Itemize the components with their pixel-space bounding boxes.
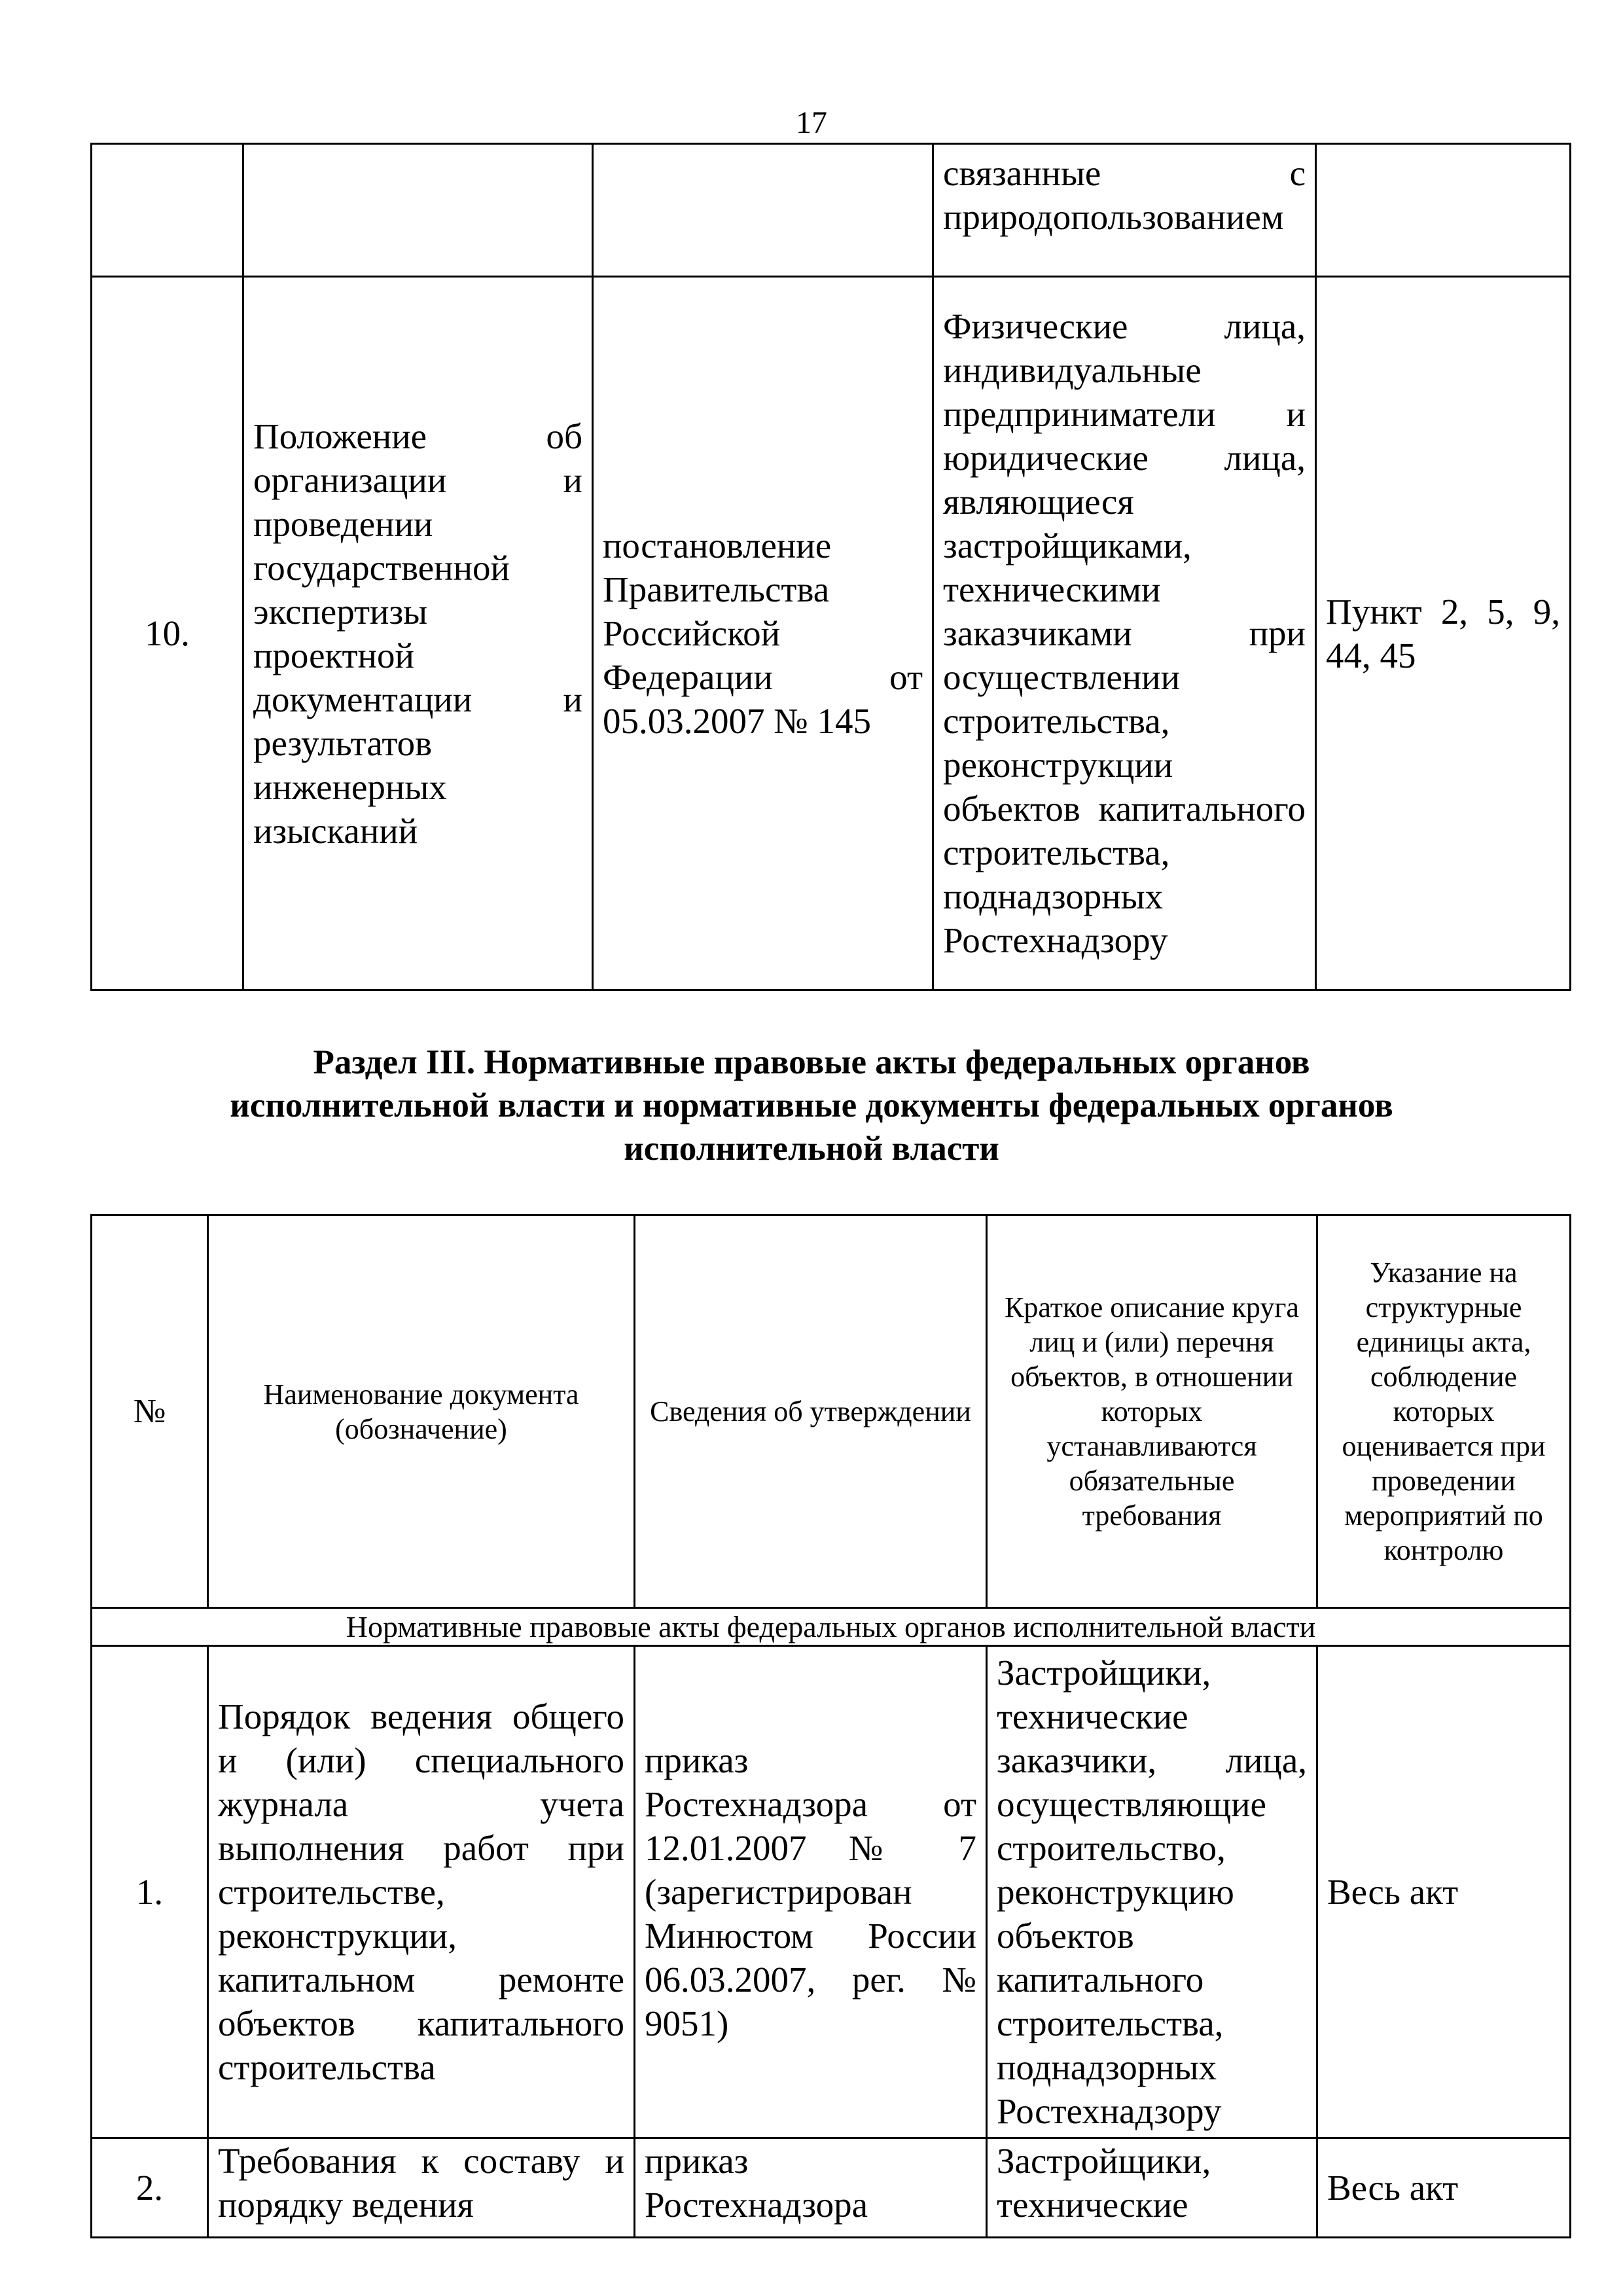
page-number: 17	[796, 105, 827, 140]
persons-description: Застройщики, технические заказчики, лица, осуществляющие строительство, реконструкцию объектов капитального строительства, поднадзорных Ростехнадзору	[987, 1646, 1317, 2138]
table-continuation	[90, 143, 1571, 991]
table-row	[92, 2138, 1571, 2238]
structural-units: Весь акт	[1317, 1646, 1571, 2138]
structural-units: Пункт 2, 5, 9, 44, 45	[1316, 277, 1571, 990]
table-header-row	[92, 1215, 1571, 1608]
document-name: Положение об организации и проведении государственной экспертизы проектной документации и результатов инженерных изысканий	[243, 277, 593, 990]
header-name: Наименование документа (обозначение)	[208, 1215, 635, 1608]
table-row	[92, 277, 1571, 990]
table-section-3	[90, 1214, 1571, 2238]
table-row	[92, 1646, 1571, 2138]
approval-info: приказ Ростехнадзора	[635, 2138, 987, 2238]
approval-info: постановление Правительства Российской Федерации от 05.03.2007 № 145	[593, 277, 933, 990]
table-cell	[92, 144, 243, 277]
header-num: №	[92, 1215, 208, 1608]
row-number: 10.	[92, 277, 243, 990]
header-approval: Сведения об утверждении	[635, 1215, 987, 1608]
row-number: 1.	[92, 1646, 208, 2138]
section-title-line: исполнительной власти и нормативные документы федеральных органов	[230, 1086, 1393, 1124]
table-cell	[593, 144, 933, 277]
table-row	[92, 144, 1571, 277]
document-name: Порядок ведения общего и (или) специального журнала учета выполнения работ при строительстве, реконструкции, капитальном ремонте объектов капитального строительства	[208, 1646, 635, 2138]
persons-description: Застройщики, технические	[987, 2138, 1317, 2238]
table-cell	[243, 144, 593, 277]
section-title	[157, 1041, 1466, 1170]
section-title-line: Раздел III. Нормативные правовые акты федеральных органов	[313, 1043, 1310, 1081]
continuation-text: связанные с природопользованием	[933, 144, 1316, 277]
structural-units: Весь акт	[1317, 2138, 1571, 2238]
row-number: 2.	[92, 2138, 208, 2238]
persons-description: Физические лица, индивидуальные предприниматели и юридические лица, являющиеся застройщиками, техническими заказчиками при осуществлении строительства, реконструкции объектов капитального строительства, поднадзорных Ростехнадзору	[933, 277, 1316, 990]
subheader: Нормативные правовые акты федеральных органов исполнительной власти	[92, 1608, 1571, 1646]
header-units: Указание на структурные единицы акта, соблюдение которых оценивается при проведении мероприятий по контролю	[1317, 1215, 1571, 1608]
document-name: Требования к составу и порядку ведения	[208, 2138, 635, 2238]
header-persons: Краткое описание круга лиц и (или) перечня объектов, в отношении которых устанавливаются обязательные требования	[987, 1215, 1317, 1608]
section-title-line: исполнительной власти	[624, 1130, 999, 1168]
approval-info: приказ Ростехнадзора от 12.01.2007 № 7 (зарегистрирован Минюстом России 06.03.2007, рег. № 9051)	[635, 1646, 987, 2138]
table-cell	[1316, 144, 1571, 277]
table-subheader-row	[92, 1608, 1571, 1646]
